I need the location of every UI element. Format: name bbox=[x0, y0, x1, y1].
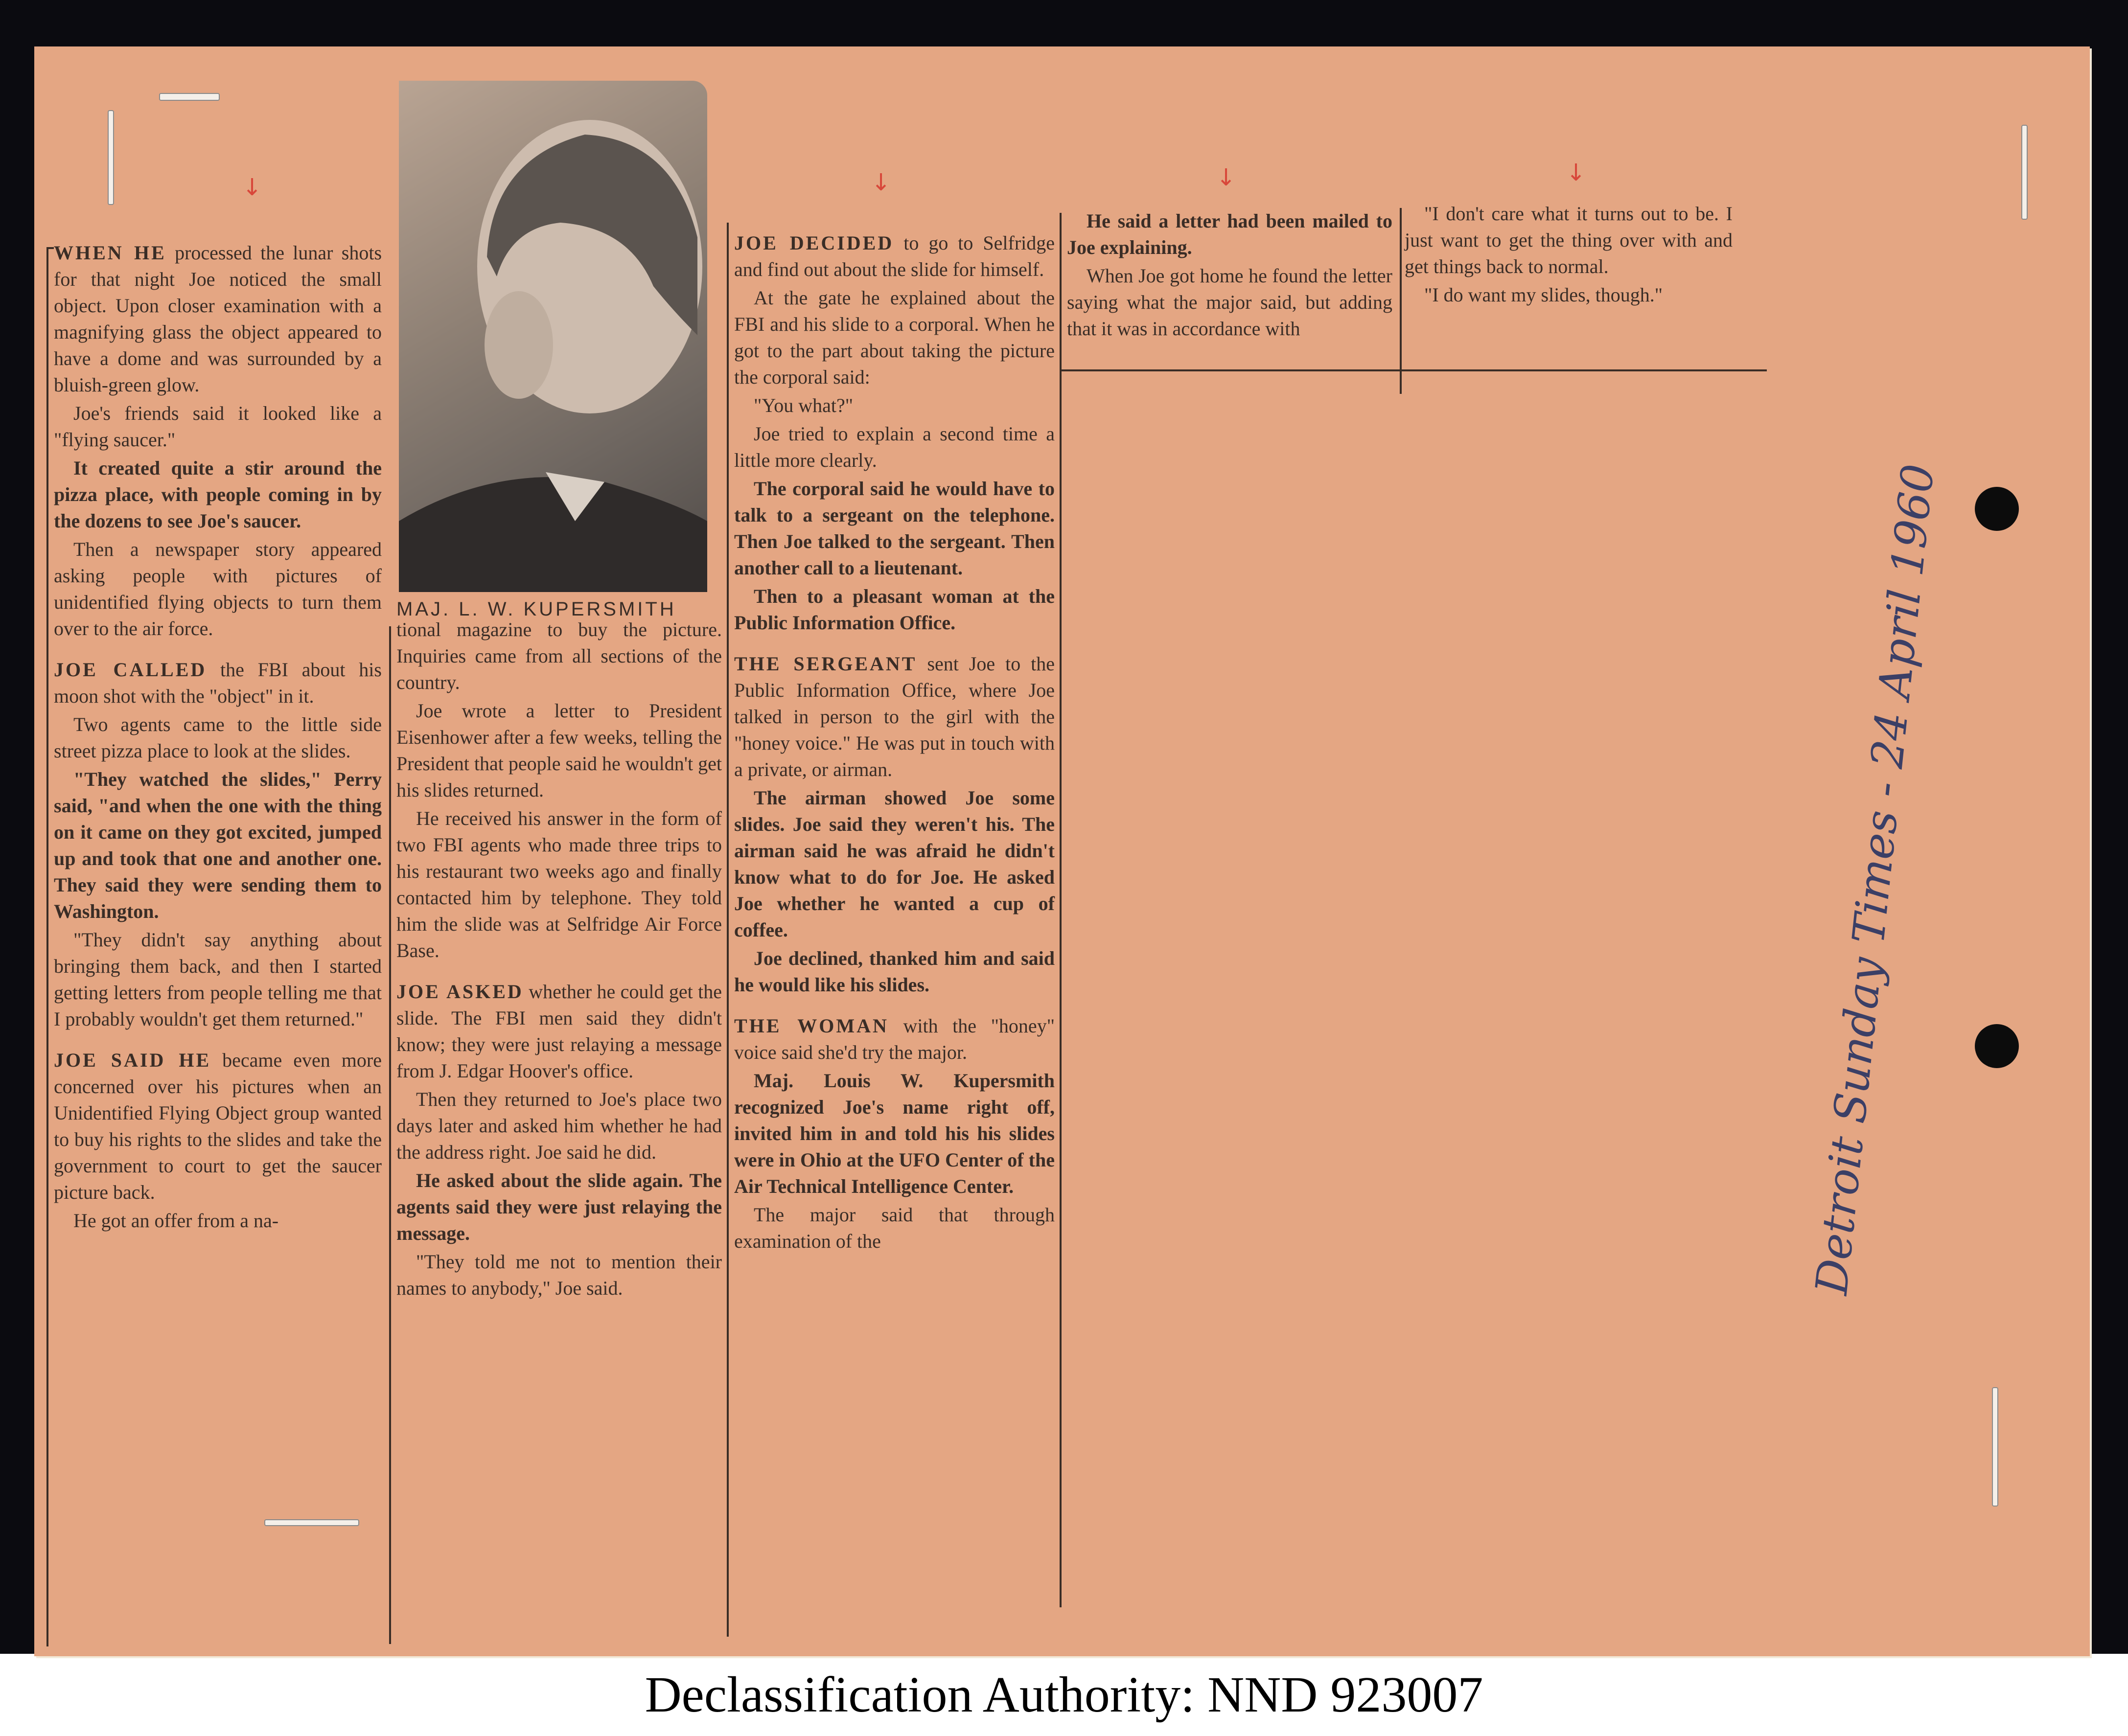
subhead: THE WOMAN bbox=[734, 1015, 889, 1037]
paragraph: Then to a pleasant woman at the Public Information Office. bbox=[734, 585, 1055, 634]
paragraph: The corporal said he would have to talk to a sergeant on the telephone. Then Joe talked to the sergeant. Then another call to a lieutenant. bbox=[734, 478, 1055, 579]
paragraph: He said a letter had been mailed to Joe explaining. bbox=[1067, 210, 1392, 258]
handwritten-source-note: Detroit Sunday Times - 24 April 1960 bbox=[1806, 461, 1944, 1297]
subhead: JOE CALLED bbox=[54, 659, 207, 681]
paragraph: tional magazine to buy the picture. Inquiries came from all sections of the country. bbox=[396, 618, 722, 693]
paragraph: Joe declined, thanked him and said he would like his slides. bbox=[734, 947, 1055, 996]
column-rule bbox=[389, 626, 391, 1644]
article-column-3 bbox=[734, 230, 1055, 1256]
staple-top-left bbox=[108, 110, 114, 205]
paragraph: The airman showed Joe some slides. Joe said they weren't his. The airman said he was afraid he didn't know what to do for Joe. He asked Joe whether he wanted a cup of coffee. bbox=[734, 787, 1055, 941]
paragraph: "I don't care what it turns out to be. I just want to get the thing over with and get things back to normal. bbox=[1405, 203, 1733, 277]
paragraph: The major said that through examination of the bbox=[734, 1204, 1055, 1252]
down-arrow-mark: ↓ bbox=[242, 174, 262, 201]
article-column-2 bbox=[396, 617, 722, 1303]
column-rule bbox=[1060, 213, 1062, 1607]
paragraph: to go to Selfridge and find out about the slide for himself. bbox=[734, 232, 1055, 280]
subhead: WHEN HE bbox=[54, 242, 166, 264]
paragraph: He asked about the slide again. The agents said they were just relaying the message. bbox=[396, 1169, 722, 1244]
declassification-footer: Declassification Authority: NND 923007 bbox=[645, 1667, 1483, 1723]
article-column-5 bbox=[1405, 201, 1733, 310]
column-rule bbox=[46, 247, 48, 1646]
paragraph: Joe wrote a letter to President Eisenhower after a few weeks, telling the President that people said he wouldn't get his slides returned. bbox=[396, 700, 722, 801]
paragraph: He got an offer from a na- bbox=[73, 1210, 279, 1232]
paragraph: the FBI about his moon shot with the "object" in it. bbox=[54, 659, 382, 707]
portrait-photo bbox=[399, 81, 707, 592]
paragraph: "They watched the slides," Perry said, "and when the one with the thing on it came on they got excited, jumped up and took that one and another one. They said they were sending them to Washington. bbox=[54, 768, 382, 922]
paragraph: When Joe got home he found the letter saying what the major said, but adding that it was in accordance with bbox=[1067, 265, 1392, 340]
column-rule bbox=[1060, 369, 1767, 371]
column-rule bbox=[1400, 208, 1402, 394]
paragraph: became even more concerned over his pictures when an Unidentified Flying Object group wanted to buy his rights to the slides and take the government to court to get the saucer picture back. bbox=[54, 1049, 382, 1203]
staple-bottom bbox=[264, 1519, 359, 1526]
clipping-sheet bbox=[34, 46, 2090, 1656]
paragraph: "They didn't say anything about bringing them back, and then I started getting letters from people telling me that I probably wouldn't get them returned." bbox=[54, 929, 382, 1030]
paragraph: Joe's friends said it looked like a "flying saucer." bbox=[54, 402, 382, 451]
paragraph: Then a newspaper story appeared asking people with pictures of unidentified flying objects to turn them over to the air force. bbox=[54, 538, 382, 640]
punch-hole-lower bbox=[1975, 1024, 2019, 1068]
subhead: THE SERGEANT bbox=[734, 653, 917, 675]
paragraph: Maj. Louis W. Kupersmith recognized Joe's name right off, invited him in and told his his slides were in Ohio at the UFO Center of the Air Technical Intelligence Center. bbox=[734, 1070, 1055, 1197]
subhead: JOE SAID HE bbox=[54, 1049, 211, 1071]
down-arrow-mark: ↓ bbox=[1566, 159, 1586, 186]
paragraph: "You what?" bbox=[754, 394, 854, 416]
paragraph: It created quite a stir around the pizza place, with people coming in by the dozens to see Joe's saucer. bbox=[54, 457, 382, 532]
subhead: JOE ASKED bbox=[396, 981, 524, 1003]
paragraph: sent Joe to the Public Information Office, where Joe talked in person to the girl with the "honey voice." He was put in touch with a private, or airman. bbox=[734, 653, 1055, 780]
paragraph: "They told me not to mention their names to anybody," Joe said. bbox=[396, 1251, 722, 1299]
subhead: JOE DECIDED bbox=[734, 232, 894, 254]
paragraph: At the gate he explained about the FBI and his slide to a corporal. When he got to the part about taking the picture the corporal said: bbox=[734, 287, 1055, 388]
punch-hole-upper bbox=[1975, 487, 2019, 531]
paragraph: with the "honey" voice said she'd try the major. bbox=[734, 1015, 1055, 1063]
staple-top-right bbox=[2021, 125, 2028, 220]
article-column-1 bbox=[54, 240, 382, 1236]
paragraph: Two agents came to the little side street pizza place to look at the slides. bbox=[54, 713, 382, 762]
staple-bottom-right bbox=[1992, 1387, 1998, 1507]
paragraph: processed the lunar shots for that night Joe noticed the small object. Upon closer examination with a magnifying glass the object appeared to have a dome and was surrounded by a bluish-green glow. bbox=[54, 242, 382, 396]
photo-caption: MAJ. L. W. KUPERSMITH bbox=[396, 598, 676, 620]
paragraph: Joe tried to explain a second time a little more clearly. bbox=[734, 423, 1055, 471]
paragraph: whether he could get the slide. The FBI men said they didn't know; they were just relaying a message from J. Edgar Hoover's office. bbox=[396, 981, 722, 1082]
column-rule bbox=[727, 223, 729, 1637]
down-arrow-mark: ↓ bbox=[871, 169, 891, 196]
down-arrow-mark: ↓ bbox=[1216, 164, 1236, 191]
paragraph: "I do want my slides, though." bbox=[1424, 284, 1663, 306]
staple-top bbox=[159, 93, 220, 101]
paragraph: He received his answer in the form of two FBI agents who made three trips to his restaurant two weeks ago and finally contacted him by telephone. They told him the slide was at Selfridge Air Force Base. bbox=[396, 807, 722, 961]
article-column-4 bbox=[1067, 208, 1392, 344]
paragraph: Then they returned to Joe's place two days later and asked him whether he had the address right. Joe said he did. bbox=[396, 1088, 722, 1163]
